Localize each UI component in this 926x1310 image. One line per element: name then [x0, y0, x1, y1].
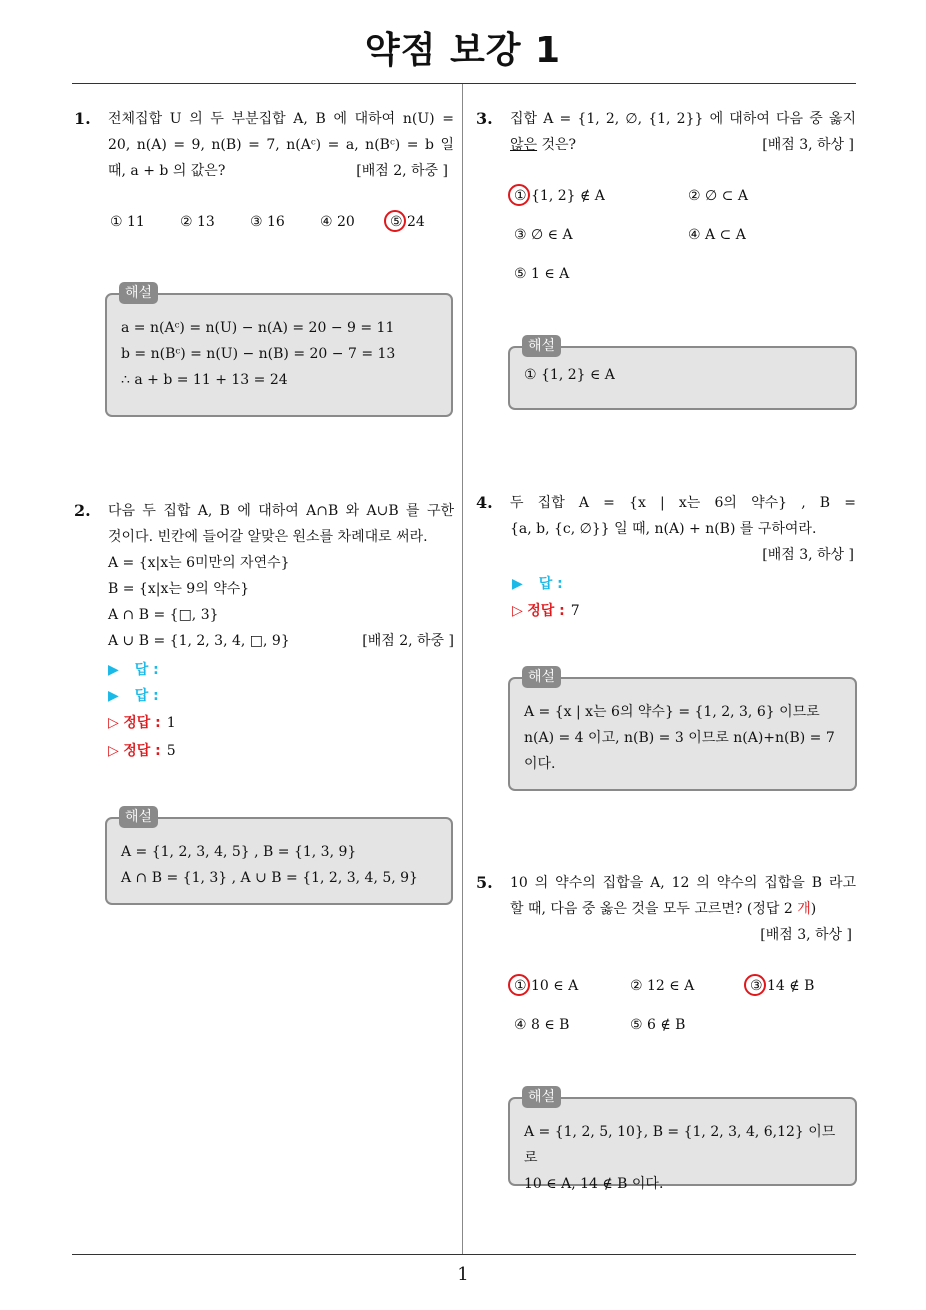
- choice-marked[interactable]: ① {1, 2} ∉ A: [514, 188, 605, 204]
- outline-play-icon: ▷: [108, 743, 119, 759]
- column-divider: [462, 84, 463, 1254]
- problem-number: 2.: [74, 501, 91, 520]
- problem-text-line: 20, n(A) = 9, n(B) = 7, n(Aᶜ) = a, n(Bᶜ) = b 일: [108, 137, 454, 153]
- problem-number: 4.: [476, 493, 493, 512]
- correct-answer-row: ▷ 정답 : 7: [512, 603, 580, 619]
- choice[interactable]: ③ 16: [250, 214, 285, 230]
- problem-text-line: 10 의 약수의 집합을 A, 12 의 약수의 집합을 B 라고: [510, 875, 856, 891]
- score-meta: [배점 3, 하상 ]: [760, 927, 852, 943]
- problem-text-line: A ∩ B = {□, 3}: [108, 607, 219, 623]
- outline-play-icon: ▷: [512, 603, 523, 619]
- page-number: 1: [457, 1264, 469, 1285]
- solution-box-5: [508, 1089, 857, 1192]
- answer-circle-mark: [384, 210, 406, 232]
- problem-text-line: 것은?: [537, 137, 577, 153]
- solution-line: a = n(Aᶜ) = n(U) − n(A) = 20 − 9 = 11: [121, 320, 395, 336]
- solution-line: 이다.: [524, 756, 556, 772]
- problem-text-line: 때, a + b 의 값은?: [108, 163, 226, 179]
- score-meta: [배점 2, 하중 ]: [356, 163, 448, 179]
- choice-marked[interactable]: ① 10 ∈ A: [514, 978, 578, 994]
- solution-label: 해설: [522, 1086, 561, 1108]
- solution-line: ① {1, 2} ∈ A: [524, 367, 615, 383]
- outline-play-icon: ▷: [108, 715, 119, 731]
- choice[interactable]: ③ ∅ ∈ A: [514, 227, 573, 243]
- top-rule: [72, 83, 856, 84]
- problem-text-line: A ∪ B = {1, 2, 3, 4, □, 9}: [108, 633, 290, 649]
- choice[interactable]: ⑤ 6 ∉ B: [630, 1017, 686, 1033]
- problem-text-line: 집합 A = {1, 2, ∅, {1, 2}} 에 대하여 다음 중 옳지: [510, 111, 856, 127]
- problem-5: [476, 870, 856, 948]
- solution-line: b = n(Bᶜ) = n(U) − n(B) = 20 − 7 = 13: [121, 346, 396, 362]
- problem-number: 3.: [476, 109, 493, 128]
- play-icon: ▶: [512, 576, 523, 592]
- choice[interactable]: ④ 20: [320, 214, 355, 230]
- solution-line: ∴ a + b = 11 + 13 = 24: [121, 372, 288, 388]
- problem-text-line: A = {x|x는 6미만의 자연수}: [108, 555, 290, 571]
- score-meta: [배점 3, 하상 ]: [762, 137, 854, 153]
- answer-row: ▶ 답 :: [512, 576, 563, 592]
- problem-text-line: 다음 두 집합 A, B 에 대하여 A∩B 와 A∪B 를 구한: [108, 503, 454, 519]
- solution-label: 해설: [119, 282, 158, 304]
- problem-text-line: 두 집합 A = {x | x는 6의 약수} , B =: [510, 495, 856, 511]
- problem-text-line: 것이다. 빈칸에 들어갈 알맞은 원소를 차례대로 써라.: [108, 529, 428, 545]
- answer-circle-mark: [508, 974, 530, 996]
- choice-marked[interactable]: ⑤ 24: [390, 214, 425, 230]
- solution-label: 해설: [522, 666, 561, 688]
- problem-text-line: 할 때, 다음 중 옳은 것을 모두 고르면? (정답 2 개): [510, 901, 817, 917]
- problem-text-line: 전체집합 U 의 두 부분집합 A, B 에 대하여 n(U) =: [108, 111, 454, 127]
- solution-box-3: [508, 338, 857, 410]
- play-icon: ▶: [108, 662, 119, 678]
- solution-line: A = {1, 2, 3, 4, 5} , B = {1, 3, 9}: [121, 844, 357, 860]
- answer-row: ▶ 답 :: [108, 688, 159, 704]
- solution-line: 10 ∈ A, 14 ∉ B 이다.: [524, 1176, 664, 1192]
- solution-label: 해설: [119, 806, 158, 828]
- problem-2: [74, 498, 454, 654]
- red-emphasis: 개: [797, 901, 811, 917]
- solution-line: A ∩ B = {1, 3} , A ∪ B = {1, 2, 3, 4, 5, 9}: [121, 870, 418, 886]
- page-title: 약점 보강 1: [364, 30, 562, 71]
- bottom-rule: [72, 1254, 856, 1255]
- problem-text-line: B = {x|x는 9의 약수}: [108, 581, 250, 597]
- choice[interactable]: ④ 8 ∈ B: [514, 1017, 570, 1033]
- answer-circle-mark: [744, 974, 766, 996]
- choice-marked[interactable]: ③ 14 ∉ B: [750, 978, 814, 994]
- answer-row: ▶ 답 :: [108, 662, 159, 678]
- choice[interactable]: ⑤ 1 ∈ A: [514, 266, 570, 282]
- solution-line: A = {x | x는 6의 약수} = {1, 2, 3, 6} 이므로: [524, 704, 820, 720]
- play-icon: ▶: [108, 688, 119, 704]
- problem-text-line: {a, b, {c, ∅}} 일 때, n(A) + n(B) 를 구하여라.: [510, 521, 817, 537]
- underlined-word: 않은: [510, 137, 538, 153]
- solution-line: n(A) = 4 이고, n(B) = 3 이므로 n(A)+n(B) = 7: [524, 730, 835, 746]
- choice[interactable]: ④ A ⊂ A: [688, 227, 746, 243]
- score-meta: [배점 3, 하상 ]: [762, 547, 854, 563]
- problem-1: [74, 106, 454, 184]
- score-meta: [배점 2, 하중 ]: [362, 633, 454, 649]
- choice[interactable]: ② ∅ ⊂ A: [688, 188, 748, 204]
- solution-line: A = {1, 2, 5, 10}, B = {1, 2, 3, 4, 6,12} 이므로: [524, 1124, 836, 1166]
- correct-answer-row: ▷ 정답 : 5: [108, 743, 176, 759]
- choice[interactable]: ① 11: [110, 214, 145, 230]
- solution-label: 해설: [522, 335, 561, 357]
- solution-box-1: [105, 285, 453, 417]
- solution-box-4: [508, 669, 857, 791]
- problem-4: [476, 490, 856, 568]
- solution-box-2: [105, 809, 453, 905]
- problem-3: [476, 106, 856, 158]
- problem-number: 5.: [476, 873, 493, 892]
- answer-circle-mark: [508, 184, 530, 206]
- choice[interactable]: ② 12 ∈ A: [630, 978, 695, 994]
- problem-number: 1.: [74, 109, 91, 128]
- correct-answer-row: ▷ 정답 : 1: [108, 715, 176, 731]
- choice[interactable]: ② 13: [180, 214, 215, 230]
